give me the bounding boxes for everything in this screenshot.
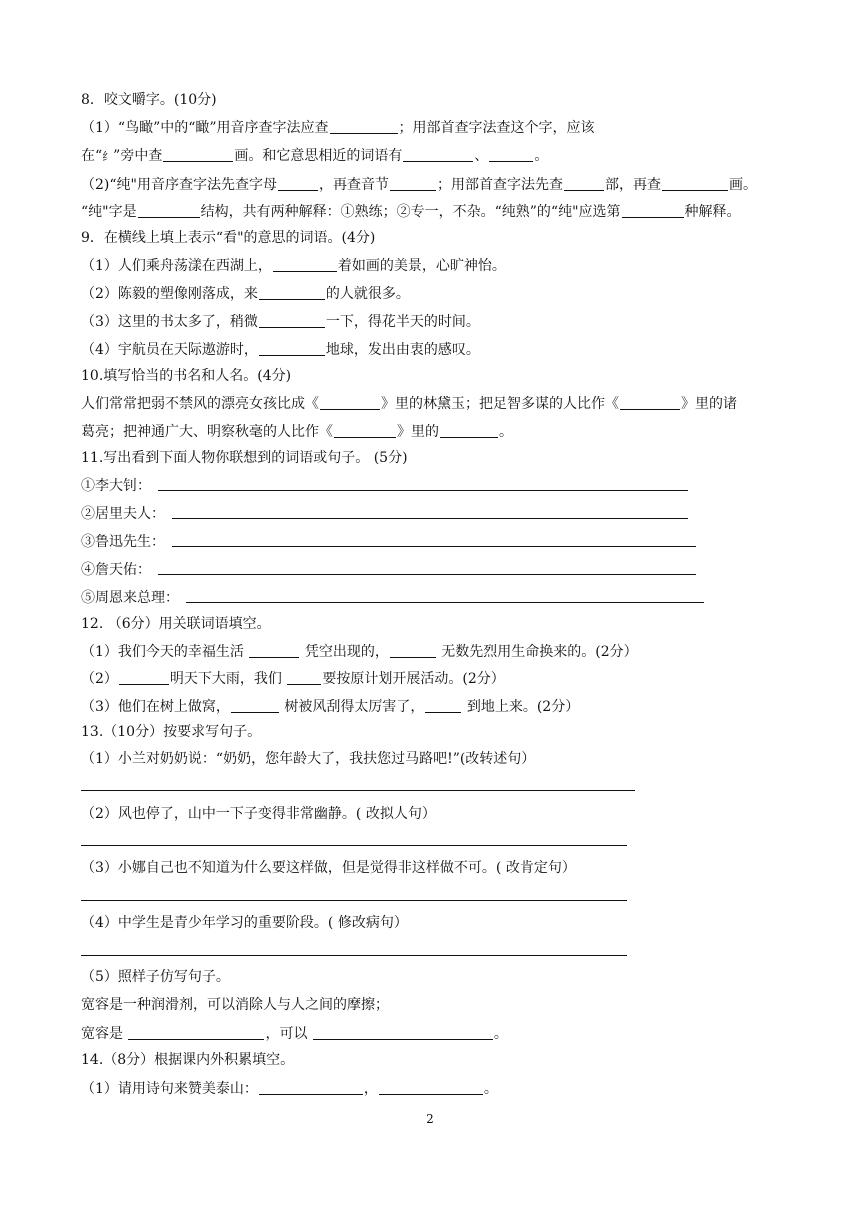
answer-blank[interactable]	[259, 283, 325, 300]
q11-item: ⑤周恩来总理：	[81, 590, 179, 606]
answer-blank[interactable]	[313, 1023, 493, 1040]
answer-blank[interactable]	[128, 1023, 264, 1040]
q11-item: ①李大钊：	[81, 478, 151, 494]
q10-title: 10.填写恰当的书名和人名。(4分)	[81, 368, 292, 384]
q10-line-1: 人们常常把弱不禁风的漂亮女孩比成《 》里的林黛玉；把足智多谋的人比作《 》里的诸	[81, 393, 737, 414]
answer-blank[interactable]	[564, 174, 604, 191]
answer-blank[interactable]	[403, 145, 473, 162]
page-number: 2	[426, 1112, 434, 1126]
answer-blank[interactable]	[425, 696, 461, 713]
answer-blank[interactable]	[259, 311, 325, 328]
q13-sentence-3: （3）小娜自己也不知道为什么要这样做，但是觉得非这样做不可。( 改肯定句）	[81, 860, 576, 876]
answer-line[interactable]	[81, 845, 627, 846]
answer-blank[interactable]	[440, 421, 498, 438]
q9-sentence-1: （1）人们乘舟荡漾在西湖上， 着如画的美景，心旷神怡。	[81, 255, 506, 276]
q11-item: ③鲁迅先生：	[81, 534, 165, 550]
q10-line-2: 葛亮；把神通广大、明察秋毫的人比作《 》里的 。	[81, 421, 513, 442]
answer-blank[interactable]	[259, 339, 325, 356]
answer-line[interactable]	[81, 790, 635, 791]
answer-blank[interactable]	[320, 393, 380, 410]
answer-line[interactable]	[186, 602, 704, 603]
q11-item: ②居里夫人：	[81, 506, 165, 522]
q13-imitation: 宽容是 ，可以 。	[81, 1023, 508, 1044]
q13-sentence-5: （5）照样子仿写句子。	[81, 969, 230, 985]
q9-sentence-2: （2）陈毅的塑像刚落成，来 的人就很多。	[81, 283, 410, 304]
q8-part2-line2: “纯"字是 结构，共有两种解释：①熟练；②专一，不杂。“纯熟”的“纯"应选第 种解释。	[81, 201, 741, 222]
answer-blank[interactable]	[278, 174, 318, 191]
answer-line[interactable]	[172, 546, 696, 547]
answer-blank[interactable]	[287, 668, 321, 685]
q8-part2-line1: （2)“纯"用音序查字法先查字母 ，再查音节 ；用部首查字法先查 部，再查 画。	[81, 174, 757, 195]
q13-title: 13.（10分）按要求写句子。	[81, 724, 262, 740]
q14-sentence-1: （1）请用诗句来赞美泰山： ， 。	[81, 1078, 498, 1099]
answer-blank[interactable]	[330, 117, 398, 134]
answer-blank[interactable]	[390, 174, 436, 191]
q13-sentence-2: （2）风也停了，山中一下子变得非常幽静。( 改拟人句）	[81, 806, 436, 822]
answer-blank[interactable]	[138, 201, 200, 218]
answer-blank[interactable]	[334, 421, 396, 438]
q8-title: 8．咬文嚼字。(10分)	[81, 92, 217, 108]
answer-blank[interactable]	[163, 145, 233, 162]
answer-blank[interactable]	[390, 641, 436, 658]
q8-part1-line1: （1）“鸟瞰”中的“瞰”用音序查字法应查 ；用部首查字法查这个字，应该	[81, 117, 595, 138]
answer-line[interactable]	[158, 574, 696, 575]
q13-sentence-4: （4）中学生是青少年学习的重要阶段。( 修改病句）	[81, 915, 408, 931]
answer-line[interactable]	[172, 518, 688, 519]
answer-blank[interactable]	[273, 255, 337, 272]
answer-blank[interactable]	[379, 1078, 483, 1095]
q12-sentence-2: （2） 明天下大雨，我们 要按原计划开展活动。(2分）	[81, 668, 505, 689]
answer-blank[interactable]	[620, 393, 680, 410]
answer-line[interactable]	[81, 955, 627, 956]
answer-blank[interactable]	[119, 668, 169, 685]
q13-sentence-1: （1）小兰对奶奶说：“奶奶，您年龄大了，我扶您过马路吧!”(改转述句）	[81, 751, 536, 767]
answer-line[interactable]	[158, 490, 688, 491]
q9-sentence-4: （4）宇航员在天际遨游时， 地球，发出由衷的感叹。	[81, 339, 480, 360]
q11-title: 11.写出看到下面人物你联想到的词语或句子。 (5分)	[81, 450, 408, 466]
q12-sentence-1: （1）我们今天的幸福生活 凭空出现的， 无数先烈用生命换来的。(2分）	[81, 641, 638, 662]
answer-blank[interactable]	[622, 201, 684, 218]
answer-blank[interactable]	[231, 696, 279, 713]
q9-sentence-3: （3）这里的书太多了，稍微 一下，得花半天的时间。	[81, 311, 480, 332]
q14-title: 14.（8分）根据课内外积累填空。	[81, 1052, 295, 1068]
q13-example: 宽容是一种润滑剂，可以消除人与人之间的摩擦；	[81, 997, 389, 1013]
q9-title: 9．在横线上填上表示“看"的意思的词语。(4分)	[81, 230, 376, 246]
q8-part1-line2: 在“纟”旁中查 画。和它意思相近的词语有 、 。	[81, 145, 548, 167]
q12-title: 12. （6分）用关联词语填空。	[81, 616, 271, 632]
answer-blank[interactable]	[259, 1078, 363, 1095]
answer-blank[interactable]	[662, 174, 728, 191]
answer-line[interactable]	[81, 900, 627, 901]
q12-sentence-3: （3）他们在树上做窝， 树被风刮得太厉害了， 到地上来。(2分）	[81, 696, 579, 717]
q11-item: ④詹天佑：	[81, 562, 151, 578]
answer-blank[interactable]	[489, 145, 533, 162]
answer-blank[interactable]	[249, 641, 299, 658]
